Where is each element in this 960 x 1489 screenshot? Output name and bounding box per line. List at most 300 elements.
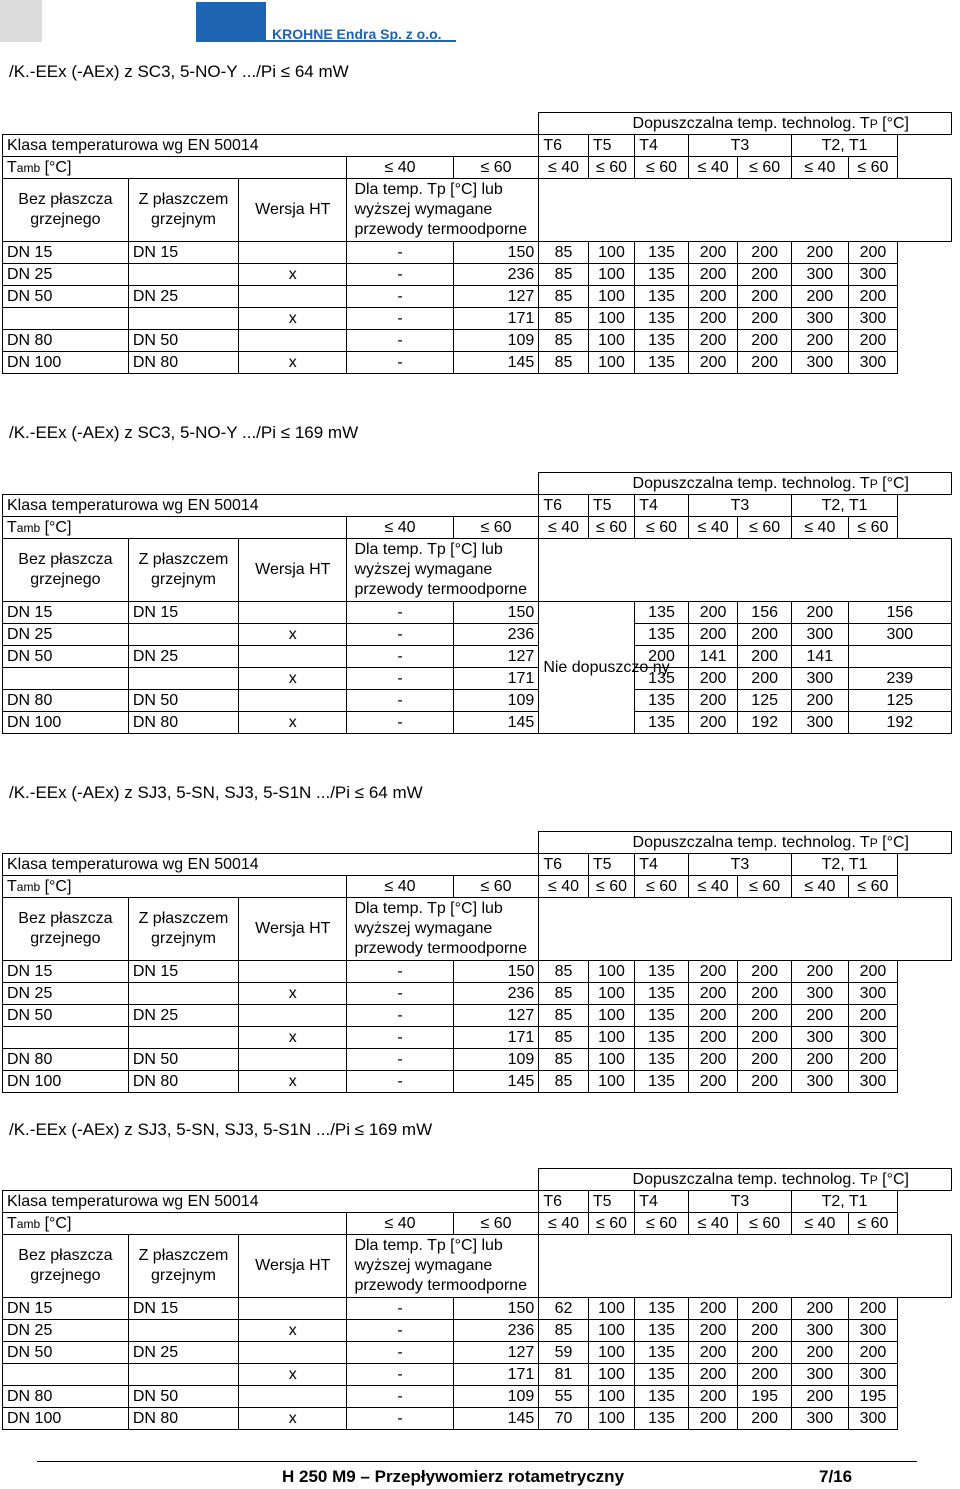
table-header-row xyxy=(3,1191,952,1213)
table-cell: DN 15 xyxy=(3,1298,129,1320)
table-cell: 135 xyxy=(635,1298,689,1320)
table-cell: 141 xyxy=(791,646,848,668)
process-temp-header: Dopuszczalna temp. technolog. TP [°C] xyxy=(539,473,952,495)
table-cell: 171 xyxy=(453,1027,539,1049)
table-cell: 200 xyxy=(688,1342,738,1364)
table-cell xyxy=(239,1386,347,1408)
table-cell: 135 xyxy=(635,286,689,308)
table-cell: 150 xyxy=(453,961,539,983)
table-cell: 300 xyxy=(791,1027,848,1049)
table-cell: 192 xyxy=(848,712,951,734)
table-cell xyxy=(239,330,347,352)
ambient-limit-cell: ≤ 40 xyxy=(688,1213,738,1235)
ambient-limit-cell: ≤ 60 xyxy=(453,876,539,898)
ambient-limit-cell: ≤ 60 xyxy=(738,876,792,898)
table-cell: - xyxy=(347,1005,453,1027)
table-cell: 171 xyxy=(453,1364,539,1386)
table-header-row xyxy=(3,876,952,898)
table-cell: 200 xyxy=(738,286,792,308)
table-cell: - xyxy=(347,961,453,983)
table-cell: 200 xyxy=(791,1298,848,1320)
table-header-row xyxy=(3,1169,952,1191)
class-cell: T2, T1 xyxy=(791,495,897,517)
table-cell: DN 15 xyxy=(3,961,129,983)
table-cell: - xyxy=(347,1342,453,1364)
table-cell: 200 xyxy=(848,961,898,983)
table-cell: 135 xyxy=(635,668,689,690)
section-power-limit: 64 mW xyxy=(368,783,423,802)
table-cell: x xyxy=(239,264,347,286)
ht-version-label: Wersja HT xyxy=(239,1235,347,1298)
table-cell: DN 100 xyxy=(3,1071,129,1093)
table-cell: 135 xyxy=(635,352,689,374)
table-cell: 85 xyxy=(539,1027,589,1049)
table-cell: DN 15 xyxy=(3,602,129,624)
table-cell: 200 xyxy=(738,624,792,646)
ambient-limit-cell: ≤ 40 xyxy=(347,876,453,898)
table-cell: 300 xyxy=(791,1408,848,1430)
table-cell: 100 xyxy=(588,1364,634,1386)
ambient-limit-cell: ≤ 60 xyxy=(453,1213,539,1235)
table-cell: 200 xyxy=(738,242,792,264)
table-row xyxy=(3,1408,952,1430)
table-cell: 109 xyxy=(453,1049,539,1071)
class-cell: T5 xyxy=(588,135,634,157)
table-cell: 236 xyxy=(453,983,539,1005)
ambient-limit-cell: ≤ 40 xyxy=(791,157,848,179)
table-cell: DN 15 xyxy=(128,961,238,983)
class-cell: T3 xyxy=(688,495,791,517)
table-header-row xyxy=(3,179,952,242)
table-cell: x xyxy=(239,624,347,646)
table-cell: - xyxy=(347,690,453,712)
class-cell: T5 xyxy=(588,1191,634,1213)
temperature-class-label: Klasa temperaturowa wg EN 50014 xyxy=(3,854,539,876)
ambient-limit-cell: ≤ 60 xyxy=(738,1213,792,1235)
table-row xyxy=(3,264,952,286)
table-cell: 141 xyxy=(688,646,738,668)
table-cell: DN 100 xyxy=(3,1408,129,1430)
table-cell: 300 xyxy=(791,1071,848,1093)
table-cell: 200 xyxy=(848,1298,898,1320)
table-cell xyxy=(3,308,129,330)
ambient-limit-cell: ≤ 60 xyxy=(588,876,634,898)
ambient-limit-cell: ≤ 60 xyxy=(848,1213,898,1235)
ambient-limit-cell: ≤ 40 xyxy=(688,876,738,898)
table-cell: 135 xyxy=(635,1071,689,1093)
table-cell: - xyxy=(347,1027,453,1049)
table-cell: 135 xyxy=(635,1342,689,1364)
table-cell: 156 xyxy=(848,602,951,624)
table-cell: 200 xyxy=(738,668,792,690)
section-title-text: /K.-EEx (-AEx) z SC3, 5-NO-Y .../Pi xyxy=(9,62,277,81)
ht-version-label: Wersja HT xyxy=(239,898,347,961)
table-cell: 85 xyxy=(539,286,589,308)
table-row xyxy=(3,961,952,983)
class-cell: T3 xyxy=(688,135,791,157)
table-cell: 200 xyxy=(848,1049,898,1071)
ambient-limit-cell: ≤ 40 xyxy=(347,1213,453,1235)
table-header-row xyxy=(3,517,952,539)
table-cell: DN 15 xyxy=(128,1298,238,1320)
class-cell: T4 xyxy=(635,1191,689,1213)
table-cell: 200 xyxy=(738,1342,792,1364)
table-cell: 200 xyxy=(791,690,848,712)
table-cell: 100 xyxy=(588,983,634,1005)
table-cell xyxy=(239,242,347,264)
table-cell: DN 80 xyxy=(3,330,129,352)
table-cell: 200 xyxy=(738,646,792,668)
table-cell: DN 100 xyxy=(3,352,129,374)
table-cell xyxy=(239,286,347,308)
table-cell: DN 80 xyxy=(128,712,238,734)
table-cell: DN 25 xyxy=(3,624,129,646)
table-cell: - xyxy=(347,1364,453,1386)
table-cell: 200 xyxy=(848,286,898,308)
table-row xyxy=(3,242,952,264)
table-cell: 135 xyxy=(635,961,689,983)
ambient-limit-cell: ≤ 40 xyxy=(347,517,453,539)
table-row xyxy=(3,352,952,374)
table-cell: - xyxy=(347,330,453,352)
table-cell xyxy=(239,961,347,983)
table-cell: 85 xyxy=(539,352,589,374)
table-cell: 100 xyxy=(588,242,634,264)
ambient-limit-cell: ≤ 40 xyxy=(791,1213,848,1235)
table-cell xyxy=(239,1049,347,1071)
table-cell: 135 xyxy=(635,624,689,646)
class-cell: T2, T1 xyxy=(791,1191,897,1213)
table-cell: 239 xyxy=(848,668,951,690)
table-header-row xyxy=(3,1213,952,1235)
class-cell: T3 xyxy=(688,854,791,876)
table-cell xyxy=(128,983,238,1005)
table-cell: 300 xyxy=(848,1408,898,1430)
class-cell: T6 xyxy=(539,135,589,157)
table-cell: 200 xyxy=(791,602,848,624)
table-cell: 200 xyxy=(688,602,738,624)
table-cell xyxy=(128,1320,238,1342)
class-cell: T5 xyxy=(588,854,634,876)
table-header-row xyxy=(3,898,952,961)
table-row xyxy=(3,1005,952,1027)
table-cell: 150 xyxy=(453,602,539,624)
table-cell: 300 xyxy=(848,1071,898,1093)
table-header-row xyxy=(3,539,952,602)
header-blue-block xyxy=(196,2,266,42)
heated-jacket-label: Z płaszczem grzejnym xyxy=(128,539,238,602)
table-cell: 100 xyxy=(588,286,634,308)
table-cell: 200 xyxy=(688,1386,738,1408)
section-power-limit: 169 mW xyxy=(368,1120,433,1139)
table-cell: - xyxy=(347,646,453,668)
table-cell: 200 xyxy=(688,1408,738,1430)
ambient-limit-cell: ≤ 60 xyxy=(635,1213,689,1235)
table-cell: 85 xyxy=(539,308,589,330)
table-cell: 200 xyxy=(738,961,792,983)
table-cell: 100 xyxy=(588,1005,634,1027)
table-cell: 300 xyxy=(848,1320,898,1342)
table-cell: 200 xyxy=(688,1364,738,1386)
table-header-row xyxy=(3,113,952,135)
table-row xyxy=(3,602,952,624)
table-cell: 135 xyxy=(635,308,689,330)
table-cell: DN 25 xyxy=(3,1320,129,1342)
table-cell: 200 xyxy=(738,308,792,330)
section-power-limit: 64 mW xyxy=(294,62,349,81)
section-title-text: /K.-EEx (-AEx) z SC3, 5-NO-Y .../Pi xyxy=(9,423,277,442)
table-cell: 135 xyxy=(635,1005,689,1027)
table-cell: DN 50 xyxy=(128,690,238,712)
ambient-limit-cell: ≤ 60 xyxy=(453,517,539,539)
table-cell: 300 xyxy=(791,983,848,1005)
table-header-row xyxy=(3,854,952,876)
table-cell: - xyxy=(347,712,453,734)
table-cell: 100 xyxy=(588,308,634,330)
table-cell: 200 xyxy=(738,352,792,374)
no-jacket-label: Bez płaszcza grzejnego xyxy=(3,179,129,242)
table-cell: 70 xyxy=(539,1408,589,1430)
table-cell: x xyxy=(239,1027,347,1049)
less-equal-symbol xyxy=(281,62,290,81)
table-cell: 135 xyxy=(635,712,689,734)
table-cell: 135 xyxy=(635,602,689,624)
table-row xyxy=(3,646,952,668)
cable-note-label: Dla temp. Tp [°C] lub wyższej wymagane przewody termoodporne xyxy=(347,539,539,602)
heated-jacket-label: Z płaszczem grzejnym xyxy=(128,179,238,242)
table-cell: DN 80 xyxy=(128,352,238,374)
section-power-limit: 169 mW xyxy=(294,423,359,442)
table-cell xyxy=(239,1342,347,1364)
table-row xyxy=(3,668,952,690)
ambient-limit-cell: ≤ 40 xyxy=(539,517,589,539)
class-cell: T4 xyxy=(635,135,689,157)
table-cell: 200 xyxy=(688,690,738,712)
table-cell: 300 xyxy=(791,668,848,690)
table-cell: 100 xyxy=(588,1320,634,1342)
table-cell: 300 xyxy=(848,352,898,374)
table-cell: 200 xyxy=(738,1364,792,1386)
table-cell: x xyxy=(239,1071,347,1093)
table-cell: 85 xyxy=(539,983,589,1005)
table-cell: 135 xyxy=(635,1364,689,1386)
table-cell: DN 15 xyxy=(3,242,129,264)
table-cell: 200 xyxy=(688,712,738,734)
table-row xyxy=(3,1320,952,1342)
class-cell: T6 xyxy=(539,1191,589,1213)
page-number: 7/16 xyxy=(819,1467,853,1486)
table-cell: 100 xyxy=(588,1027,634,1049)
table-cell: 236 xyxy=(453,624,539,646)
table-row xyxy=(3,983,952,1005)
table-cell: 300 xyxy=(848,624,951,646)
table-cell: 100 xyxy=(588,961,634,983)
table-cell: 156 xyxy=(738,602,792,624)
table-cell: 100 xyxy=(588,1342,634,1364)
table-cell: 135 xyxy=(635,264,689,286)
table-cell: 200 xyxy=(688,1049,738,1071)
class-cell: T4 xyxy=(635,495,689,517)
ambient-limit-cell: ≤ 60 xyxy=(848,876,898,898)
table-cell: 200 xyxy=(688,668,738,690)
table-row xyxy=(3,1049,952,1071)
table-cell: 195 xyxy=(738,1386,792,1408)
ambient-limit-cell: ≤ 40 xyxy=(539,1213,589,1235)
section-title-text: /K.-EEx (-AEx) z SJ3, 5-SN, SJ3, 5-S1N .../Pi xyxy=(9,783,351,802)
table-cell: 171 xyxy=(453,308,539,330)
table-cell: 100 xyxy=(588,1049,634,1071)
table-row xyxy=(3,1071,952,1093)
ambient-temp-label: Tamb [°C] xyxy=(3,517,347,539)
ambient-temp-label: Tamb [°C] xyxy=(3,1213,347,1235)
table-cell: x xyxy=(239,668,347,690)
table-row xyxy=(3,286,952,308)
table-cell: 85 xyxy=(539,1049,589,1071)
table-cell: 200 xyxy=(791,1386,848,1408)
table-row xyxy=(3,624,952,646)
table-cell: 200 xyxy=(791,242,848,264)
table-cell: 100 xyxy=(588,352,634,374)
table-cell: DN 80 xyxy=(3,690,129,712)
table-cell: 200 xyxy=(738,1049,792,1071)
table-cell: 100 xyxy=(588,1298,634,1320)
table-cell xyxy=(3,1364,129,1386)
table-cell: x xyxy=(239,1364,347,1386)
table-cell: 200 xyxy=(791,1005,848,1027)
table-cell: 200 xyxy=(688,286,738,308)
table-cell: - xyxy=(347,1408,453,1430)
table-cell xyxy=(3,668,129,690)
table-cell: 200 xyxy=(738,983,792,1005)
section-title xyxy=(9,783,423,803)
table-cell: 200 xyxy=(738,330,792,352)
table-cell: 127 xyxy=(453,1342,539,1364)
table-cell: - xyxy=(347,1049,453,1071)
section-title xyxy=(9,423,358,443)
table-cell: DN 50 xyxy=(3,1005,129,1027)
ambient-limit-cell: ≤ 60 xyxy=(588,1213,634,1235)
table-cell: 127 xyxy=(453,1005,539,1027)
class-cell: T3 xyxy=(688,1191,791,1213)
table-cell: DN 50 xyxy=(128,330,238,352)
table-cell: 200 xyxy=(848,1005,898,1027)
table-cell: 300 xyxy=(791,352,848,374)
less-equal-symbol xyxy=(355,1120,364,1139)
section-title-text: /K.-EEx (-AEx) z SJ3, 5-SN, SJ3, 5-S1N .../Pi xyxy=(9,1120,351,1139)
table-cell: 200 xyxy=(738,1005,792,1027)
ambient-limit-cell: ≤ 60 xyxy=(635,157,689,179)
table-cell: 100 xyxy=(588,1386,634,1408)
table-cell: 145 xyxy=(453,1408,539,1430)
table-header-row xyxy=(3,157,952,179)
company-name: KROHNE Endra Sp. z o.o. xyxy=(272,26,442,42)
no-jacket-label: Bez płaszcza grzejnego xyxy=(3,898,129,961)
class-cell: T6 xyxy=(539,495,589,517)
table-cell: DN 50 xyxy=(3,646,129,668)
ht-version-label: Wersja HT xyxy=(239,179,347,242)
ambient-limit-cell: ≤ 40 xyxy=(688,157,738,179)
table-cell: 200 xyxy=(688,308,738,330)
table-cell: - xyxy=(347,352,453,374)
ambient-temp-label: Tamb [°C] xyxy=(3,157,347,179)
table-cell: 200 xyxy=(688,961,738,983)
ambient-limit-cell: ≤ 40 xyxy=(539,157,589,179)
table-cell: 300 xyxy=(791,264,848,286)
ambient-limit-cell: ≤ 40 xyxy=(688,517,738,539)
ambient-limit-cell: ≤ 40 xyxy=(539,876,589,898)
table-cell: - xyxy=(347,264,453,286)
table-cell: DN 50 xyxy=(128,1049,238,1071)
table-cell: 200 xyxy=(688,242,738,264)
footer xyxy=(282,1467,853,1487)
table-cell: - xyxy=(347,1320,453,1342)
table-row xyxy=(3,1027,952,1049)
table-cell: DN 15 xyxy=(128,242,238,264)
class-cell: T2, T1 xyxy=(791,854,897,876)
table-cell: 300 xyxy=(791,712,848,734)
table-cell xyxy=(239,1005,347,1027)
table-cell: DN 25 xyxy=(128,286,238,308)
table-cell: 200 xyxy=(791,330,848,352)
ambient-limit-cell: ≤ 60 xyxy=(848,157,898,179)
table-cell xyxy=(128,1364,238,1386)
ambient-limit-cell: ≤ 60 xyxy=(738,157,792,179)
table-cell: DN 50 xyxy=(3,286,129,308)
table-cell: 85 xyxy=(539,242,589,264)
table-cell: 200 xyxy=(791,1342,848,1364)
process-temp-header: Dopuszczalna temp. technolog. TP [°C] xyxy=(539,832,952,854)
less-equal-symbol xyxy=(281,423,290,442)
table-cell: 200 xyxy=(738,1408,792,1430)
table-cell: - xyxy=(347,286,453,308)
table-cell: 62 xyxy=(539,1298,589,1320)
table-cell: 59 xyxy=(539,1342,589,1364)
table-cell: DN 50 xyxy=(128,1386,238,1408)
table-cell: 200 xyxy=(688,624,738,646)
class-cell: T6 xyxy=(539,854,589,876)
table-cell: 200 xyxy=(738,1071,792,1093)
table-cell xyxy=(128,264,238,286)
table-cell: 135 xyxy=(635,242,689,264)
ambient-limit-cell: ≤ 60 xyxy=(588,517,634,539)
table-cell: 300 xyxy=(848,264,898,286)
table-row xyxy=(3,1386,952,1408)
table-cell: 135 xyxy=(635,983,689,1005)
ambient-limit-cell: ≤ 40 xyxy=(791,876,848,898)
table-cell: 127 xyxy=(453,286,539,308)
section-title xyxy=(9,62,349,82)
table-cell: DN 80 xyxy=(3,1386,129,1408)
table-cell: x xyxy=(239,983,347,1005)
table-cell: 200 xyxy=(738,1320,792,1342)
table-cell: - xyxy=(347,602,453,624)
ambient-temp-label: Tamb [°C] xyxy=(3,876,347,898)
table-cell xyxy=(239,1298,347,1320)
ambient-limit-cell: ≤ 60 xyxy=(635,517,689,539)
table-row xyxy=(3,308,952,330)
table-cell xyxy=(3,1027,129,1049)
table-cell xyxy=(239,690,347,712)
table-cell: 200 xyxy=(791,286,848,308)
table-cell: 85 xyxy=(539,1005,589,1027)
temperature-table xyxy=(2,472,952,734)
table-cell: 300 xyxy=(791,308,848,330)
table-cell: 125 xyxy=(848,690,951,712)
process-temp-header: Dopuszczalna temp. technolog. TP [°C] xyxy=(539,113,952,135)
temperature-class-label: Klasa temperaturowa wg EN 50014 xyxy=(3,495,539,517)
table-cell: 236 xyxy=(453,1320,539,1342)
table-cell: 150 xyxy=(453,1298,539,1320)
